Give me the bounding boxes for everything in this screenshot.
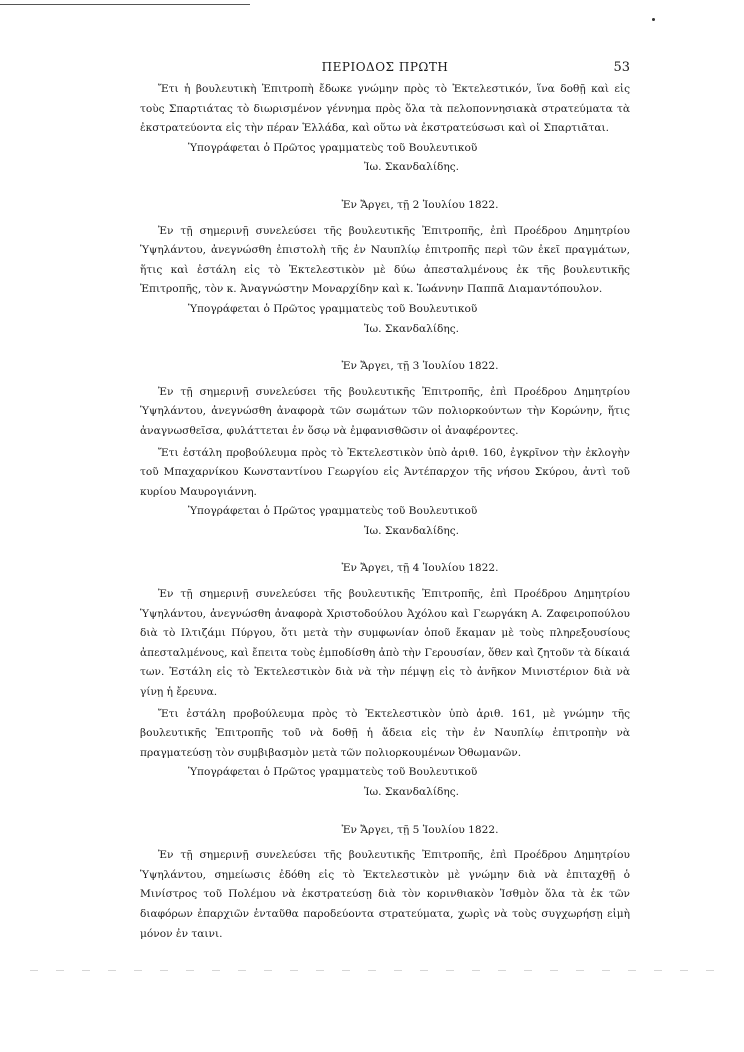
paragraph: Ἔτι ἐστάλη προβούλευμα πρὸς τὸ Ἐκτελεστικὸν ὑπὸ ἀριθ. 161, μὲ γνώμην τῆς βουλευτικῆς Ἐπιτροπῆς τοῦ νὰ δοθῇ ἡ ἄδεια εἰς τὴν ἐν Ναυπλίῳ ἐπιτροπὴν νὰ πραγματεύσῃ τὸν συμβιβασμὸν μετὰ τῶν πολιορκουμένων Ὀθωμανῶν. [140,707,630,759]
top-rule [0,4,250,5]
signature-line: Ὑπογράφεται ὁ Πρῶτος γραμματεὺς τοῦ Βουλευτικοῦ [188,302,478,315]
entry-continuation [140,80,630,178]
page-number: 53 [613,60,630,75]
signature-line: Ὑπογράφεται ὁ Πρῶτος γραμματεὺς τοῦ Βουλευτικοῦ [188,141,478,154]
dateline: Ἐν Ἄργει, τῇ 2 Ἰουλίου 1822. [341,198,499,211]
page-header [140,60,630,80]
signature-line: Ὑπογράφεται ὁ Πρῶτος γραμματεὺς τοῦ Βουλευτικοῦ [188,505,478,518]
paragraph: Ἔτι ἡ βουλευτικὴ Ἐπιτροπὴ ἔδωκε γνώμην πρὸς τὸ Ἐκτελεστικόν, ἵνα δοθῇ καὶ εἰς τοὺς Σπαρτιάτας τὸ διωρισμένον γέννημα πρὸς ὅλα τὰ πελοποννησιακὰ στρατεύματα τὰ ἐκστρατεύοντα εἰς τὴν πέραν Ἑλλάδα, καὶ οὕτω νὰ ἐκστρατεύσωσι καὶ οἱ Σπαρτιᾶται. [140,83,630,135]
paragraph: Ἐν τῇ σημερινῇ συνελεύσει τῆς βουλευτικῆς Ἐπιτροπῆς, ἐπὶ Προέδρου Δημητρίου Ὑψηλάντου, ἀνεγνώσθη ἀναφορὰ τῶν σωμάτων τῶν πολιορκούντων τὴν Κορώνην, ἥτις ἀναγνωσθεῖσα, φυλάττεται ἐν ὅσῳ νὰ ἐμφανισθῶσιν οἱ ἀναφέροντες. [140,385,630,437]
signature-name: Ἰω. Σκανδαλίδης. [364,786,460,798]
entry-2-july [140,196,630,339]
signature-name: Ἰω. Σκανδαλίδης. [364,524,460,537]
entry-4-july [140,559,630,802]
paragraph: Ἔτι ἐστάλη προβούλευμα πρὸς τὸ Ἐκτελεστικὸν ὑπὸ ἀριθ. 160, ἐγκρῖνον τὴν ἐκλογὴν τοῦ Μπαχαρνίκου Κωνσταντίνου Γεωργίου εἰς Ἀντέπαρχον τῆς νήσου Σκύρου, ἀντὶ τοῦ κυρίου Μαυρογιάννη. [140,446,630,498]
signature-line: Ὑπογράφεται ὁ Πρῶτος γραμματεὺς τοῦ Βουλευτικοῦ [188,766,478,779]
entry-5-july [140,821,630,945]
signature-name: Ἰω. Σκανδαλίδης. [364,161,460,174]
dateline: Ἐν Ἄργει, τῇ 4 Ἰουλίου 1822. [341,562,499,575]
paragraph: Ἐν τῇ σημερινῇ συνελεύσει τῆς βουλευτικῆς Ἐπιτροπῆς, ἐπὶ Προέδρου Δημητρίου Ὑψηλάντου, ἀνεγνώσθη ἀναφορὰ Χριστοδούλου Ἀχόλου καὶ Γεωργάκη Α. Ζαφειροπούλου διὰ τὸ Ιλτιζάμι Πύργου, ὅτι μετὰ τὴν συμφωνίαν ὁποῦ ἔκαμαν μὲ τοὺς πληρεξουσίους ἀπεσταλμένους, καὶ ἔπειτα τοὺς ἐμποδίσθη ἀπὸ τὴν Γερουσίαν, ὅθεν καὶ ζητοῦν τὰ δίκαιά των. Ἐστάλη εἰς τὸ Ἐκτελεστικὸν διὰ νὰ τὴν πέμψῃ εἰς τὸ ἀνῆκον Μινιστέριον διὰ νὰ γίνῃ ἡ ἔρευνα. [140,588,630,699]
scan-speck [652,18,655,21]
signature-name: Ἰω. Σκανδαλίδης. [364,322,460,335]
running-head: ΠΕΡΙΟΔΟΣ ΠΡΩΤΗ [321,60,449,74]
paragraph: Ἐν τῇ σημερινῇ συνελεύσει τῆς βουλευτικῆς Ἐπιτροπῆς, ἐπὶ Προέδρου Δημητρίου Ὑψηλάντου, σημείωσις ἐδόθη εἰς τὸ Ἐκτελεστικὸν μὲ γνώμην διὰ νὰ ἐπιταχθῇ ὁ Μινίστρος τοῦ Πολέμου νὰ ἐκστρατεύσῃ διὰ τὸν κορινθιακὸν Ἰσθμὸν ὅλα τὰ ἐκ τῶν διαφόρων ἐπαρχιῶν ἐνταῦθα παροδεύοντα στρατεύματα, χωρὶς νὰ τοὺς συγχωρήσῃ εἰμὴ μόνον ἐν ταινι. [140,849,630,940]
entry-3-july [140,357,630,541]
paragraph: Ἐν τῇ σημερινῇ συνελεύσει τῆς βουλευτικῆς Ἐπιτροπῆς, ἐπὶ Προέδρου Δημητρίου Ὑψηλάντου, ἀνεγνώσθη ἐπιστολὴ τῆς ἐν Ναυπλίῳ ἐπιτροπῆς περὶ τῶν ἐκεῖ πραγμάτων, ἥτις καὶ ἐστάλη εἰς τὸ Ἐκτελεστικὸν μὲ δύω ἀπεσταλμένους ἐκ τῆς βουλευτικῆς Ἐπιτροπῆς, τὸν κ. Ἀναγνώστην Μοναρχίδην καὶ κ. Ἰωάννην Παππᾶ Διαμαντόπουλον. [140,224,630,296]
document-body [140,80,630,944]
scan-noise [30,970,720,971]
dateline: Ἐν Ἄργει, τῇ 5 Ἰουλίου 1822. [341,823,499,836]
dateline: Ἐν Ἄργει, τῇ 3 Ἰουλίου 1822. [341,360,499,373]
